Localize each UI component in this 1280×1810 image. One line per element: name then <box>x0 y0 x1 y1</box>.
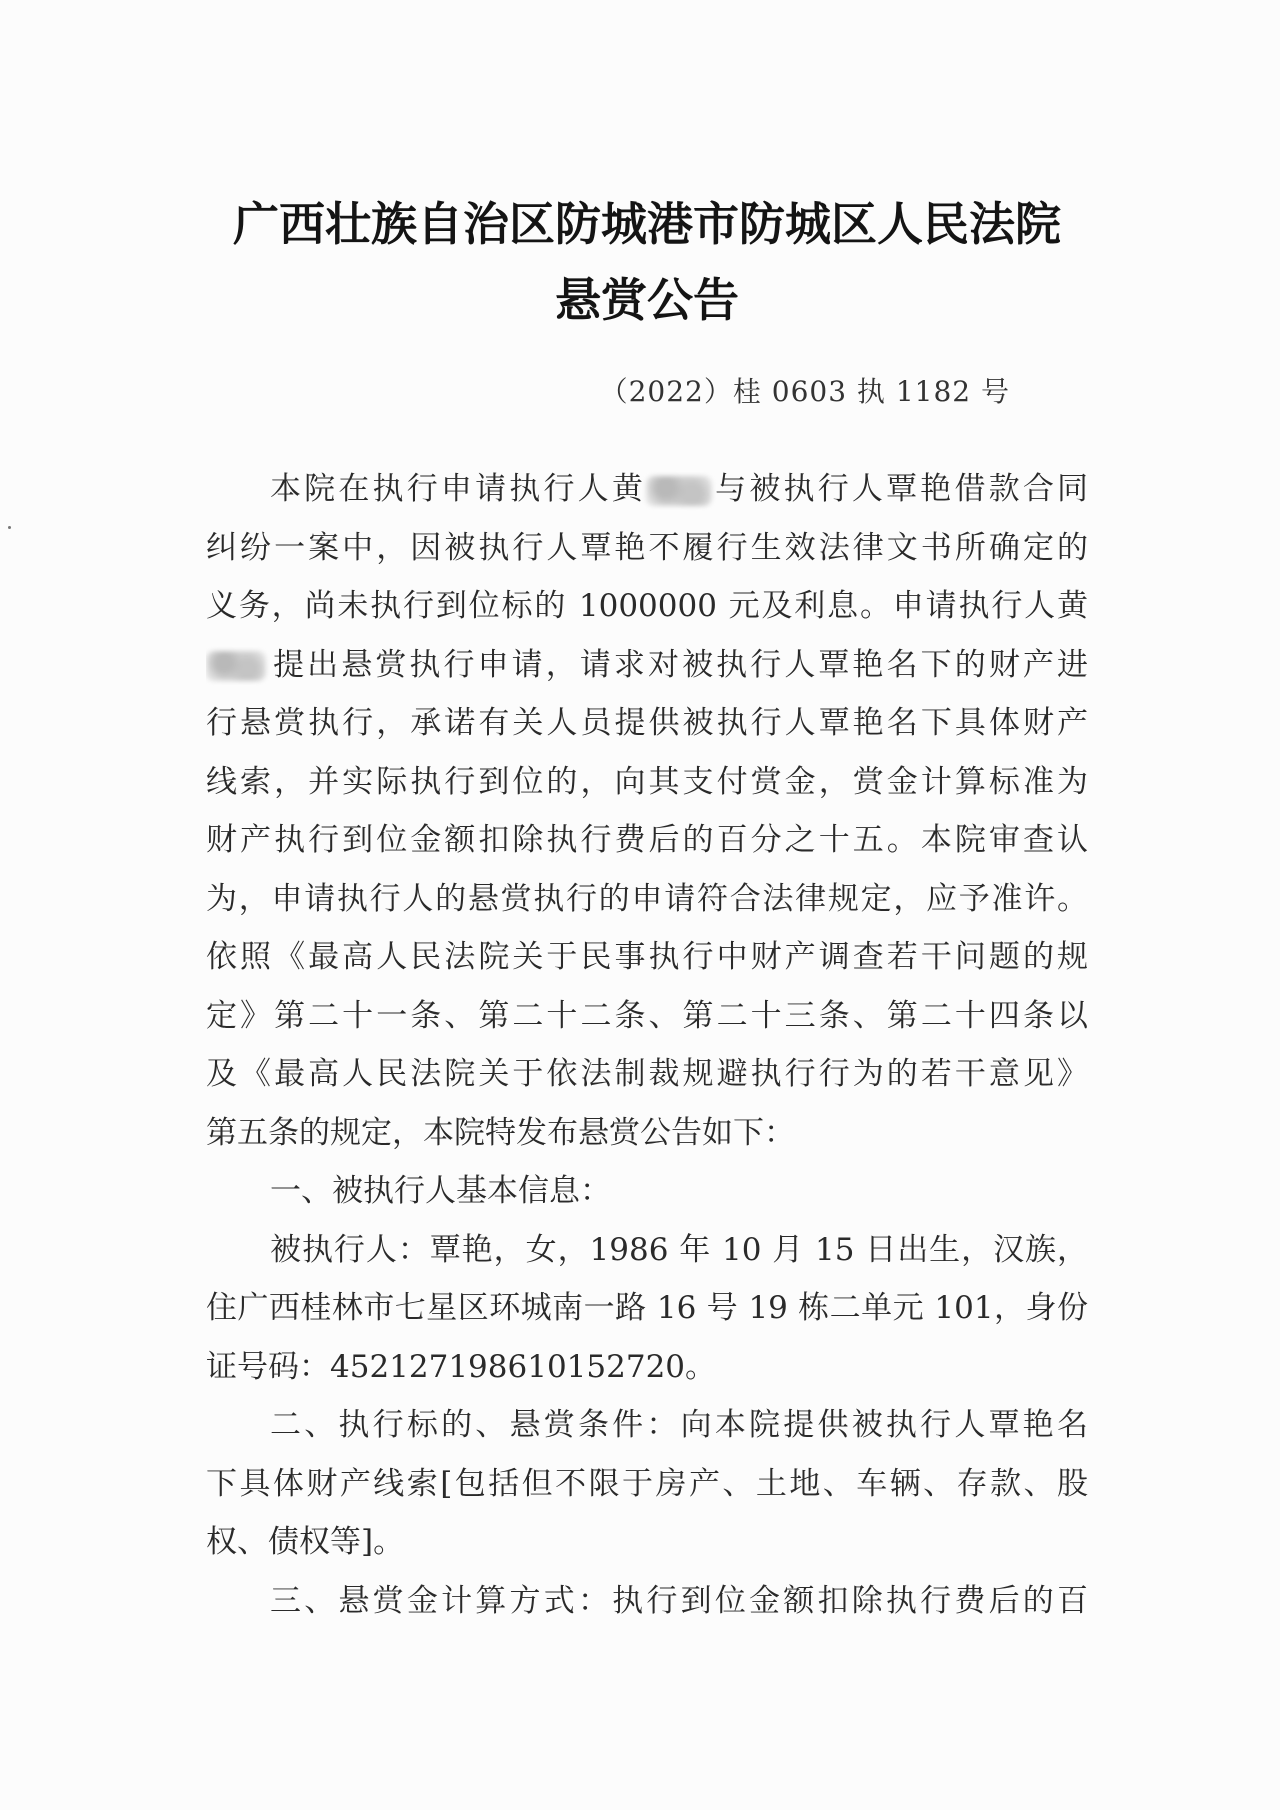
scan-speck <box>8 526 11 529</box>
body-line: 住广西桂林市七星区环城南一路 16 号 19 栋二单元 101，身份 <box>206 1290 1088 1326</box>
body-line: 依照《最高人民法院关于民事执行中财产调查若干问题的规 <box>206 939 1088 975</box>
court-name-heading: 广西壮族自治区防城港市防城区人民法院 <box>233 197 1061 251</box>
body-line: 义务，尚未执行到位标的 1000000 元及利息。申请执行人黄 <box>206 588 1088 624</box>
body-line <box>206 636 1088 695</box>
body-line: 为，申请执行人的悬赏执行的申请符合法律规定，应予准许。 <box>206 880 1088 917</box>
line-text: 本院在执行申请执行人黄 <box>270 471 646 507</box>
body-line: 下具体财产线索[包括但不限于房产、土地、车辆、存款、股 <box>206 1465 1088 1502</box>
body-line: 权、债权等]。 <box>206 1524 405 1560</box>
body-line: 线索，并实际执行到位的，向其支付赏金，赏金计算标准为 <box>206 763 1088 800</box>
line-text: 提出悬赏执行申请，请求对被执行人覃艳名下的财产进 <box>270 646 1088 683</box>
line-text: 与被执行人覃艳借款合同 <box>712 471 1088 507</box>
section-heading: 三、悬赏金计算方式：执行到位金额扣除执行费后的百 <box>270 1582 1088 1619</box>
body-line: 第五条的规定，本院特发布悬赏公告如下： <box>206 1114 795 1151</box>
body-line <box>206 460 1088 519</box>
body-line: 财产执行到位金额扣除执行费后的百分之十五。本院审查认 <box>206 822 1088 858</box>
body-line: 纠纷一案中，因被执行人覃艳不履行生效法律文书所确定的 <box>206 529 1088 566</box>
redacted-name-blur <box>646 476 712 506</box>
section-heading: 二、执行标的、悬赏条件：向本院提供被执行人覃艳名 <box>270 1407 1088 1443</box>
section-heading: 一、被执行人基本信息： <box>270 1173 611 1209</box>
case-number: （2022）桂 0603 执 1182 号 <box>599 375 1010 408</box>
body-line: 及《最高人民法院关于依法制裁规避执行行为的若干意见》 <box>206 1056 1088 1092</box>
body-line: 证号码：452127198610152720。 <box>206 1348 717 1385</box>
document-body <box>206 460 1088 1630</box>
document-title: 悬赏公告 <box>555 273 739 327</box>
body-line: 定》第二十一条、第二十二条、第二十三条、第二十四条以 <box>206 997 1088 1034</box>
redacted-name-blur <box>206 651 266 681</box>
body-line: 行悬赏执行，承诺有关人员提供被执行人覃艳名下具体财产 <box>206 705 1088 741</box>
body-line: 被执行人：覃艳，女，1986 年 10 月 15 日出生，汉族， <box>270 1231 1088 1268</box>
